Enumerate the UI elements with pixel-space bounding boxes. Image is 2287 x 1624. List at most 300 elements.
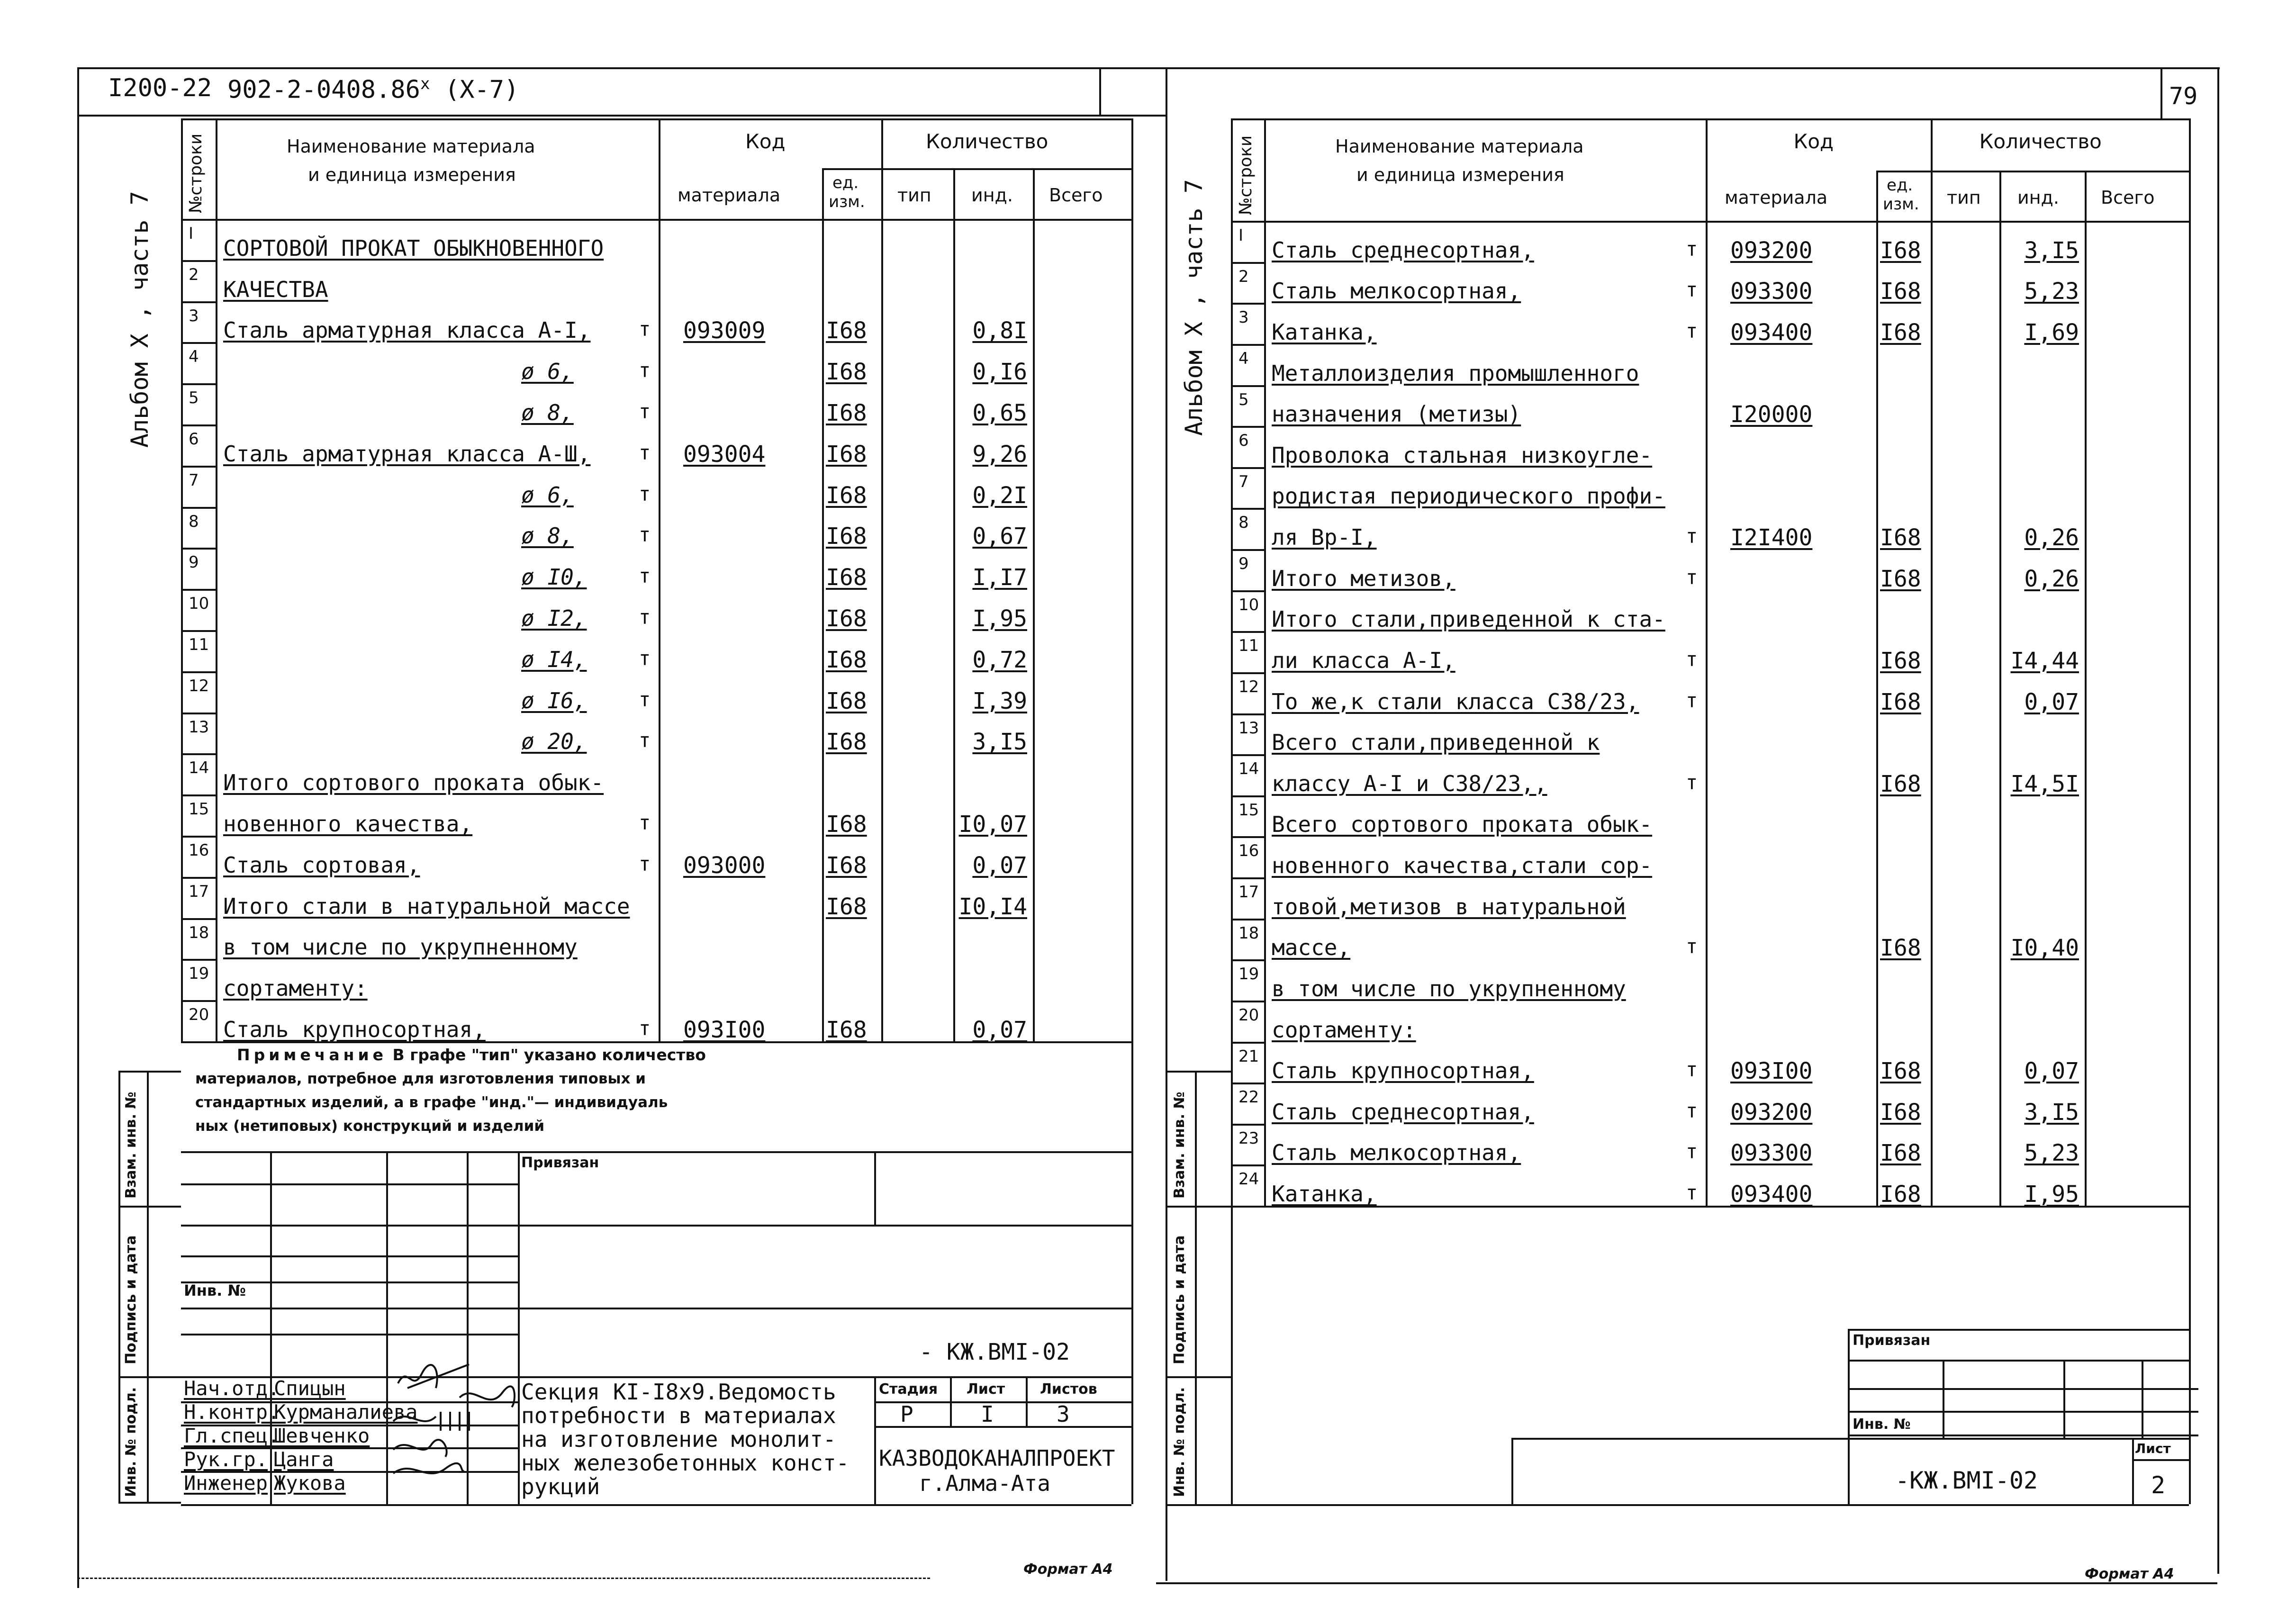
stamp-col-stage bbox=[874, 1376, 876, 1504]
R-row-unit-code: I68 bbox=[1880, 935, 1921, 962]
r-stamp-col bbox=[2063, 1360, 2065, 1438]
L-row-ind: 0,I6 bbox=[972, 359, 1027, 386]
R-hdr-unit-2: изм. bbox=[1883, 195, 1919, 214]
R-row-code: I2I400 bbox=[1730, 524, 1813, 551]
L-header-bottom bbox=[181, 219, 1131, 221]
L-row-unit-t: т bbox=[639, 400, 651, 423]
stamp-role: Инженер bbox=[184, 1471, 268, 1495]
R-row-name: новенного качества,стали сор- bbox=[1272, 853, 1653, 878]
R-row-ind: I,69 bbox=[2024, 319, 2079, 346]
R-table-top bbox=[1231, 118, 2189, 120]
R-col-right bbox=[2189, 118, 2191, 1206]
L-rowno-sep bbox=[181, 260, 216, 262]
L-row-unit-code: I68 bbox=[826, 317, 867, 344]
R-row-number: 21 bbox=[1238, 1047, 1259, 1066]
R-row-unit-t: т bbox=[1686, 319, 1698, 343]
R-row-unit-code: I68 bbox=[1880, 647, 1921, 674]
R-header-mid bbox=[1876, 171, 2189, 172]
R-row-name: родистая периодического профи- bbox=[1272, 483, 1665, 509]
stamp-stage-label: Стадия bbox=[879, 1381, 938, 1398]
r-stamp-privyazan: Привязан bbox=[1853, 1332, 1931, 1349]
L-row-number: 12 bbox=[189, 676, 209, 695]
L-row-number: 15 bbox=[189, 800, 209, 819]
R-row-number: 23 bbox=[1238, 1128, 1259, 1148]
R-row-number: 11 bbox=[1238, 636, 1259, 656]
R-rowno-sep bbox=[1231, 795, 1264, 797]
R-row-unit-t: т bbox=[1686, 647, 1698, 671]
signatures-drawing bbox=[379, 1355, 521, 1492]
side-stamp-sep-1 bbox=[118, 1206, 181, 1208]
r-side-vzam-label: Взам. инв. № bbox=[1171, 1092, 1188, 1199]
r-side-inv-podl-label: Инв. № подл. bbox=[1171, 1387, 1188, 1497]
R-row-name: ля Вр-I, bbox=[1272, 524, 1377, 550]
L-row-ind: 0,72 bbox=[972, 646, 1027, 673]
note-line-1-text: В графе "тип" указано количество bbox=[387, 1046, 706, 1064]
R-row-code: 093400 bbox=[1730, 319, 1813, 346]
right-format-label: Формат А4 bbox=[2085, 1566, 2174, 1582]
L-row-number: 11 bbox=[189, 635, 209, 654]
side-stamp-bottom bbox=[118, 1502, 181, 1504]
L-row-unit-t: т bbox=[639, 317, 651, 341]
L-row-ind: I,39 bbox=[972, 687, 1027, 714]
stamp-stage-value: Р bbox=[900, 1401, 913, 1427]
r-stamp-grid bbox=[1848, 1411, 2198, 1413]
L-row-name: ø I0, bbox=[521, 564, 587, 590]
L-row-number: 5 bbox=[189, 388, 199, 408]
R-row-unit-code: I68 bbox=[1880, 770, 1921, 797]
L-hdr-quantity: Количество bbox=[926, 130, 1049, 153]
R-rowno-sep bbox=[1231, 919, 1264, 920]
L-row-ind: 0,07 bbox=[972, 852, 1027, 879]
R-row-number: 15 bbox=[1238, 800, 1259, 820]
L-row-number: I bbox=[189, 224, 194, 243]
page-number: 79 bbox=[2169, 82, 2198, 110]
L-row-name: Итого сортового проката обык- bbox=[223, 770, 604, 796]
stamp-person-name: Шевченко bbox=[274, 1424, 370, 1447]
stamp-bottom bbox=[181, 1504, 1131, 1506]
L-hdr-total: Всего bbox=[1049, 185, 1103, 206]
L-row-number: 9 bbox=[189, 553, 199, 572]
r-side-stamp-mid bbox=[1195, 1071, 1197, 1504]
L-row-unit-code: I68 bbox=[826, 359, 867, 386]
R-row-name: массе, bbox=[1272, 935, 1351, 961]
stamp-sheet-value: I bbox=[981, 1401, 994, 1427]
R-col-code bbox=[1876, 171, 1878, 1206]
R-row-ind: 0,26 bbox=[2024, 565, 2079, 592]
R-rowno-sep bbox=[1231, 713, 1264, 715]
R-row-code: 093200 bbox=[1730, 237, 1813, 264]
stamp-title-4: ных железобетонных конст- bbox=[521, 1450, 850, 1476]
R-row-name: Всего стали,приведенной к bbox=[1272, 730, 1600, 756]
R-row-number: 17 bbox=[1238, 883, 1259, 902]
stamp-row-3 bbox=[181, 1308, 1131, 1309]
L-row-name: Сталь арматурная класса А-Ш, bbox=[223, 441, 591, 467]
left-format-label: Формат А4 bbox=[1023, 1561, 1113, 1578]
R-row-ind: 5,23 bbox=[2024, 1140, 2079, 1167]
stamp-privyazan: Привязан bbox=[521, 1155, 599, 1171]
R-row-name: Итого метизов, bbox=[1272, 565, 1455, 591]
R-row-code: 093I00 bbox=[1730, 1058, 1813, 1085]
R-row-name: Катанка, bbox=[1272, 1181, 1377, 1207]
R-row-number: 16 bbox=[1238, 841, 1259, 861]
R-row-unit-code: I68 bbox=[1880, 1140, 1921, 1167]
L-row-unit-code: I68 bbox=[826, 441, 867, 468]
R-row-number: 8 bbox=[1238, 513, 1249, 532]
L-rowno-sep bbox=[181, 713, 216, 714]
left-bottom-cut-line bbox=[77, 1578, 930, 1579]
R-row-number: 20 bbox=[1238, 1005, 1259, 1025]
stamp-person-name: Спицын bbox=[274, 1377, 346, 1400]
R-row-unit-t: т bbox=[1686, 1099, 1698, 1122]
L-row-code: 093000 bbox=[683, 852, 766, 879]
r-stamp-right-edge bbox=[2189, 1206, 2191, 1504]
r-stamp-sheet-sep bbox=[2132, 1459, 2189, 1461]
L-col-rowno bbox=[216, 118, 217, 1041]
r-stamp-bottom bbox=[1231, 1504, 2189, 1506]
L-row-number: 19 bbox=[189, 964, 209, 983]
R-rowno-sep bbox=[1231, 672, 1264, 674]
stamp-org-city: г.Алма-Ата bbox=[919, 1471, 1050, 1496]
L-rowno-sep bbox=[181, 383, 216, 385]
note-line-3: стандартных изделий, а в графе "инд."— индивидуаль bbox=[195, 1094, 668, 1111]
L-row-ind: I0,I4 bbox=[958, 893, 1027, 920]
r-stamp-code-top bbox=[1511, 1438, 2189, 1440]
r-stamp-inv-no: Инв. № bbox=[1853, 1416, 1911, 1433]
L-row-unit-code: I68 bbox=[826, 729, 867, 756]
right-page-right-border bbox=[2217, 67, 2219, 1574]
right-top-border bbox=[1163, 67, 2220, 69]
R-row-ind: I,95 bbox=[2024, 1181, 2079, 1208]
L-row-name: КАЧЕСТВА bbox=[223, 276, 328, 302]
L-col-type bbox=[953, 168, 955, 1041]
R-row-unit-code: I68 bbox=[1880, 237, 1921, 264]
R-rowno-sep bbox=[1231, 1083, 1264, 1084]
L-row-unit-code: I68 bbox=[826, 482, 867, 509]
L-row-name: Итого стали в натуральной массе bbox=[223, 893, 630, 919]
L-row-unit-t: т bbox=[639, 852, 651, 875]
L-row-unit-t: т bbox=[639, 482, 651, 505]
L-rowno-sep bbox=[181, 753, 216, 755]
stamp-grid bbox=[181, 1183, 520, 1185]
side-stamp-sep-2 bbox=[118, 1376, 181, 1378]
L-rowno-sep bbox=[181, 794, 216, 796]
L-row-unit-code: I68 bbox=[826, 523, 867, 550]
r-stamp-left-edge bbox=[1231, 1206, 1233, 1504]
L-row-unit-t: т bbox=[639, 687, 651, 711]
L-hdr-ind: инд. bbox=[971, 185, 1013, 206]
L-rowno-sep bbox=[181, 671, 216, 673]
R-hdr-name-2: и единица измерения bbox=[1356, 164, 1564, 185]
L-row-ind: I,95 bbox=[972, 605, 1027, 632]
L-row-unit-t: т bbox=[639, 564, 651, 588]
R-row-unit-code: I68 bbox=[1880, 319, 1921, 346]
side-stamp-top bbox=[118, 1071, 181, 1073]
r-stamp-privyaz-top bbox=[1848, 1329, 2189, 1331]
side-vzam-label: Взам. инв. № bbox=[123, 1092, 139, 1199]
R-rowno-sep bbox=[1231, 754, 1264, 756]
R-row-name: ли класса А-I, bbox=[1272, 647, 1455, 673]
L-row-name: ø I4, bbox=[521, 646, 587, 672]
R-col-type bbox=[1999, 171, 2001, 1206]
L-row-number: 10 bbox=[189, 594, 209, 614]
R-hdr-type: тип bbox=[1947, 187, 1981, 208]
R-rowno-sep bbox=[1231, 303, 1264, 305]
L-col-unit bbox=[881, 118, 883, 1041]
R-rowno-sep bbox=[1231, 467, 1264, 469]
R-rowno-sep bbox=[1231, 959, 1264, 961]
stamp-title-3: на изготовление монолит- bbox=[521, 1426, 836, 1452]
left-outer-border bbox=[77, 67, 79, 1588]
L-row-unit-t: т bbox=[639, 811, 651, 834]
side-inv-podl-label: Инв. № подл. bbox=[123, 1387, 139, 1497]
R-hdr-quantity: Количество bbox=[1979, 130, 2102, 153]
R-row-unit-t: т bbox=[1686, 278, 1698, 302]
r-stamp-col bbox=[1943, 1360, 1944, 1438]
L-hdr-material: материала bbox=[678, 185, 781, 206]
R-col-name bbox=[1706, 118, 1708, 1206]
R-row-number: 3 bbox=[1238, 308, 1249, 327]
R-hdr-total: Всего bbox=[2101, 187, 2155, 208]
R-row-unit-code: I68 bbox=[1880, 1099, 1921, 1126]
R-row-number: 18 bbox=[1238, 923, 1259, 943]
L-row-unit-t: т bbox=[639, 359, 651, 382]
L-row-number: 4 bbox=[189, 347, 199, 367]
stamp-role: Н.контр. bbox=[184, 1400, 280, 1424]
L-row-number: 14 bbox=[189, 758, 209, 778]
R-rowno-sep bbox=[1231, 877, 1264, 879]
L-row-number: 3 bbox=[189, 306, 199, 325]
L-row-unit-code: I68 bbox=[826, 605, 867, 632]
L-row-unit-code: I68 bbox=[826, 646, 867, 673]
R-row-name: Сталь мелкосортная, bbox=[1272, 278, 1521, 304]
L-row-number: 8 bbox=[189, 512, 199, 531]
L-rowno-sep bbox=[181, 548, 216, 550]
stamp-sheet-label: Лист bbox=[967, 1381, 1005, 1398]
L-row-number: 6 bbox=[189, 430, 199, 449]
r-stamp-sheet-value: 2 bbox=[2151, 1471, 2166, 1499]
R-row-unit-t: т bbox=[1686, 770, 1698, 794]
side-stamp-left bbox=[118, 1071, 120, 1502]
stamp-sheets-value: 3 bbox=[1057, 1401, 1070, 1427]
stamp-grid bbox=[181, 1334, 520, 1335]
R-col-ind bbox=[2085, 171, 2087, 1206]
stamp-title-2: потребности в материалах bbox=[521, 1403, 836, 1428]
L-row-name: ø 20, bbox=[521, 729, 587, 755]
L-col-edge bbox=[181, 118, 183, 1041]
L-row-name: СОРТОВОЙ ПРОКАТ ОБЫКНОВЕННОГО bbox=[223, 235, 604, 261]
R-row-unit-t: т bbox=[1686, 1140, 1698, 1164]
R-row-name: Сталь мелкосортная, bbox=[1272, 1140, 1521, 1166]
R-row-name: товой,метизов в натуральной bbox=[1272, 893, 1626, 920]
stamp-role: Рук.гр. bbox=[184, 1448, 268, 1471]
R-row-code: 093400 bbox=[1730, 1181, 1813, 1208]
page-number-box-divider bbox=[2160, 67, 2162, 119]
R-row-name: Итого стали,приведенной к ста- bbox=[1272, 606, 1665, 632]
R-rowno-sep bbox=[1231, 1124, 1264, 1126]
L-col-name bbox=[659, 118, 660, 1041]
stamp-person-name: Цанга bbox=[274, 1448, 334, 1471]
R-rowno-sep bbox=[1231, 508, 1264, 510]
L-row-ind: 3,I5 bbox=[972, 729, 1027, 756]
R-rowno-sep bbox=[1231, 344, 1264, 346]
stamp-title-1: Секция КI-I8x9.Ведомость bbox=[521, 1379, 836, 1405]
L-row-unit-code: I68 bbox=[826, 893, 867, 920]
R-row-name: сортаменту: bbox=[1272, 1017, 1416, 1043]
right-bottom-line bbox=[1156, 1582, 2217, 1584]
stamp-person-name: Жукова bbox=[274, 1471, 346, 1495]
r-stamp-sheet-label: Лист bbox=[2135, 1441, 2171, 1456]
L-rowno-sep bbox=[181, 918, 216, 920]
R-rowno-sep bbox=[1231, 385, 1264, 387]
L-header-mid bbox=[822, 168, 1131, 170]
stamp-col-privyaz bbox=[874, 1151, 876, 1225]
R-hdr-unit-1: ед. bbox=[1887, 176, 1913, 195]
R-row-code: 093200 bbox=[1730, 1099, 1813, 1126]
R-row-name: Сталь среднесортная, bbox=[1272, 237, 1534, 263]
R-row-number: 12 bbox=[1238, 677, 1259, 696]
L-hdr-name-1: Наименование материала bbox=[287, 136, 535, 157]
L-rowno-sep bbox=[181, 877, 216, 879]
L-rowno-sep bbox=[181, 424, 216, 426]
R-row-ind: 0,07 bbox=[2024, 688, 2079, 715]
r-stamp-privyaz-left bbox=[1848, 1329, 1850, 1504]
L-row-unit-code: I68 bbox=[826, 400, 867, 426]
L-row-ind: 0,07 bbox=[972, 1017, 1027, 1043]
R-rowno-sep bbox=[1231, 631, 1264, 633]
R-rowno-sep bbox=[1231, 1001, 1264, 1002]
r-stamp-col bbox=[2142, 1360, 2143, 1438]
L-rowno-sep bbox=[181, 1000, 216, 1002]
L-row-number: 2 bbox=[189, 265, 199, 284]
side-stamp-mid bbox=[147, 1071, 149, 1502]
L-row-name: ø 8, bbox=[521, 523, 574, 549]
R-rowno-sep bbox=[1231, 1164, 1264, 1166]
R-row-ind: 5,23 bbox=[2024, 278, 2079, 305]
top-border bbox=[77, 67, 1167, 69]
r-side-stamp-top bbox=[1166, 1071, 1231, 1073]
r-side-stamp-sep-2 bbox=[1166, 1376, 1231, 1378]
R-row-unit-code: I68 bbox=[1880, 1058, 1921, 1085]
L-row-number: 18 bbox=[189, 923, 209, 942]
r-side-podpis-label: Подпись и дата bbox=[1171, 1235, 1188, 1364]
R-row-unit-t: т bbox=[1686, 935, 1698, 958]
R-row-number: 4 bbox=[1238, 349, 1249, 368]
R-hdr-ind: инд. bbox=[2017, 187, 2059, 208]
r-side-stamp-bottom bbox=[1166, 1504, 1231, 1506]
L-row-unit-code: I68 bbox=[826, 852, 867, 879]
stamp-doc-code: - КЖ.ВМI-02 bbox=[919, 1339, 1070, 1365]
L-row-name: ø 6, bbox=[521, 359, 574, 385]
R-row-number: I bbox=[1238, 226, 1244, 245]
R-row-ind: 3,I5 bbox=[2024, 237, 2079, 264]
R-col-unit bbox=[1931, 118, 1933, 1206]
L-row-code: 093004 bbox=[683, 441, 766, 468]
L-rowno-sep bbox=[181, 301, 216, 303]
R-row-code: 093300 bbox=[1730, 1140, 1813, 1167]
stamp-col-1 bbox=[270, 1151, 272, 1504]
L-row-ind: I,I7 bbox=[972, 564, 1027, 591]
L-row-name: Сталь крупносортная, bbox=[223, 1017, 486, 1042]
R-rowno-sep bbox=[1231, 1042, 1264, 1044]
R-row-name: Сталь крупносортная, bbox=[1272, 1058, 1534, 1084]
R-hdr-name-1: Наименование материала bbox=[1335, 136, 1584, 157]
doc-code-2-suffix: (X-7) bbox=[444, 75, 519, 104]
r-stamp-sheet-left bbox=[2132, 1438, 2134, 1504]
L-row-name: ø 8, bbox=[521, 400, 574, 425]
note-line-2: материалов, потребное для изготовления типовых и bbox=[195, 1070, 646, 1087]
R-row-unit-code: I68 bbox=[1880, 565, 1921, 592]
stamp-right-edge bbox=[1131, 1041, 1133, 1504]
L-rowno-sep bbox=[181, 466, 216, 468]
L-row-unit-t: т bbox=[639, 646, 651, 670]
header-strip-bottom bbox=[77, 115, 1167, 117]
doc-code-1: I200-22 bbox=[108, 74, 212, 102]
r-stamp-grid bbox=[1848, 1388, 2198, 1390]
side-album-label-right: Альбом X , часть 7 bbox=[1180, 179, 1208, 436]
R-row-unit-t: т bbox=[1686, 237, 1698, 261]
stamp-sheets-label: Листов bbox=[1040, 1381, 1097, 1398]
R-row-number: 6 bbox=[1238, 431, 1249, 451]
stamp-title-5: рукций bbox=[521, 1474, 600, 1499]
R-row-unit-t: т bbox=[1686, 524, 1698, 548]
L-col-code bbox=[822, 168, 824, 1041]
note-lead: Примечание bbox=[237, 1046, 387, 1064]
L-row-number: 20 bbox=[189, 1005, 209, 1025]
R-row-name: Катанка, bbox=[1272, 319, 1377, 345]
L-rowno-sep bbox=[181, 630, 216, 632]
left-page-right-border bbox=[1166, 67, 1167, 1581]
L-row-name: Сталь сортовая, bbox=[223, 852, 420, 878]
L-row-number: 13 bbox=[189, 717, 209, 737]
R-row-number: 14 bbox=[1238, 759, 1259, 779]
L-row-unit-code: I68 bbox=[826, 687, 867, 714]
R-hdr-material: материала bbox=[1725, 187, 1828, 208]
R-row-name: Сталь среднесортная, bbox=[1272, 1099, 1534, 1125]
R-row-ind: I4,44 bbox=[2010, 647, 2079, 674]
r-stamp-code-left bbox=[1511, 1438, 1513, 1504]
L-row-code: 093I00 bbox=[683, 1017, 766, 1043]
L-table-top bbox=[181, 118, 1131, 120]
R-row-unit-code: I68 bbox=[1880, 1181, 1921, 1208]
L-row-unit-t: т bbox=[639, 605, 651, 629]
L-row-unit-t: т bbox=[639, 1017, 651, 1040]
R-row-ind: 0,26 bbox=[2024, 524, 2079, 551]
R-rowno-sep bbox=[1231, 590, 1264, 592]
L-row-ind: I0,07 bbox=[958, 811, 1027, 838]
L-col-ind bbox=[1033, 168, 1035, 1041]
L-row-name: новенного качества, bbox=[223, 811, 473, 837]
R-rowno-sep bbox=[1231, 549, 1264, 551]
R-row-name: классу А-I и С38/23,, bbox=[1272, 770, 1547, 796]
L-row-name: ø 6, bbox=[521, 482, 574, 508]
R-header-bottom bbox=[1231, 221, 2189, 223]
L-row-ind: 0,65 bbox=[972, 400, 1027, 426]
L-hdr-code: Код bbox=[745, 130, 786, 153]
header-strip-divider bbox=[1099, 67, 1101, 115]
L-row-number: 16 bbox=[189, 841, 209, 860]
L-row-unit-t: т bbox=[639, 441, 651, 464]
R-hdr-code: Код bbox=[1793, 130, 1834, 153]
R-row-number: 19 bbox=[1238, 965, 1259, 984]
L-rowno-sep bbox=[181, 589, 216, 591]
R-row-ind: 0,07 bbox=[2024, 1058, 2079, 1085]
R-row-ind: I0,40 bbox=[2010, 935, 2079, 962]
L-row-unit-t: т bbox=[639, 729, 651, 752]
R-rowno-sep bbox=[1231, 262, 1264, 264]
L-hdr-unit-2: изм. bbox=[829, 192, 865, 211]
stamp-person-name: Курманалиева bbox=[274, 1400, 418, 1424]
stamp-role: Нач.отд. bbox=[184, 1377, 280, 1400]
